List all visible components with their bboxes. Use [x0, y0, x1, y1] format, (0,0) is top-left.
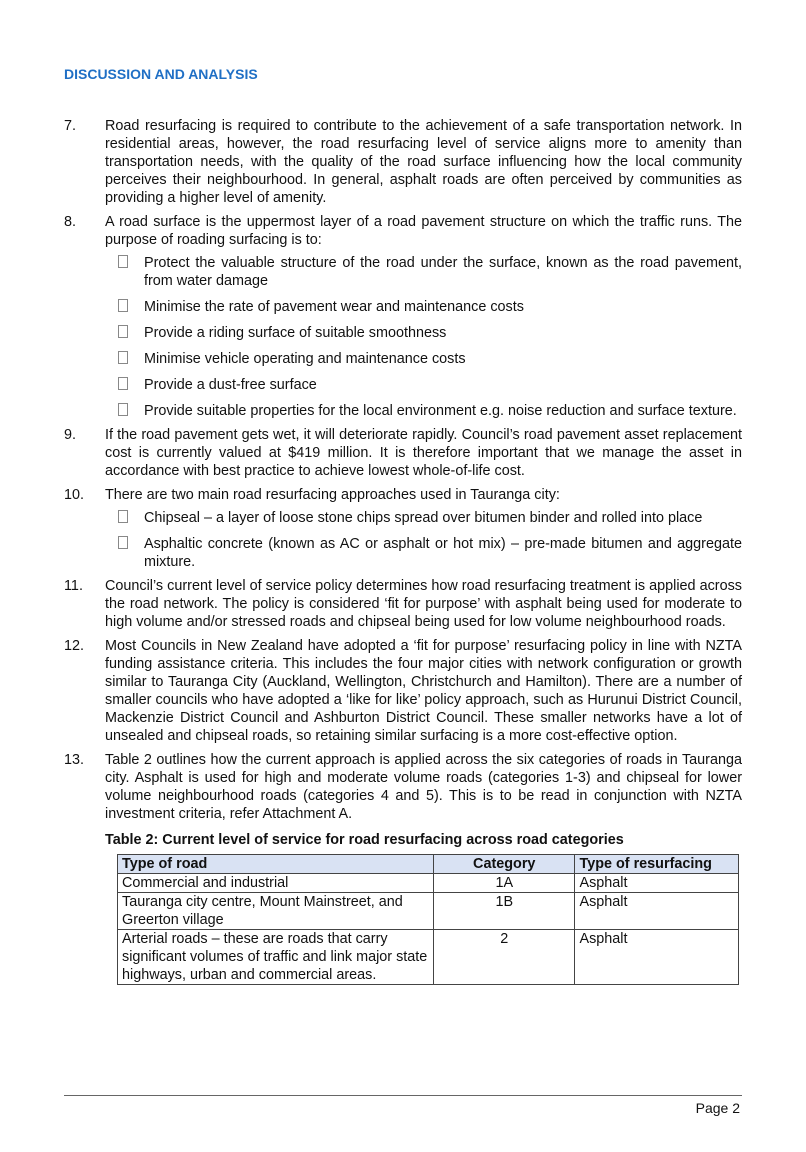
paragraph-text: Most Councils in New Zealand have adopted a ‘fit for purpose’ resurfacing policy in line with NZTA funding assistance criteria. This includes the four major cities with network configuration or growth similar to Tauranga City (Auckland, Wellington, Christchurch and Hamilton). There are a number of smaller councils who have adopted a ‘like for like’ policy approach, such as Hurunui District Council, Mackenzie District Council and Ashburton District Council. These smaller networks have a lot of unsealed and chipseal roads, so retaining similar surfacing is a more cost-effective option. [105, 638, 742, 744]
paragraph-number: 13. [64, 752, 85, 768]
paragraph-7 [64, 117, 742, 207]
bullet-icon [105, 509, 144, 527]
column-header: Type of road [118, 855, 434, 874]
paragraph-number: 9. [64, 427, 77, 443]
paragraph-10 [64, 486, 742, 571]
table-cell: Asphalt [575, 893, 739, 930]
table-cell: 2 [434, 930, 575, 985]
column-header: Type of resurfacing [575, 855, 739, 874]
bullet-list [105, 254, 742, 420]
list-item: Provide a riding surface of suitable smoothness [105, 324, 742, 342]
table-row [118, 893, 739, 930]
document-body [64, 117, 742, 985]
table-cell: Tauranga city centre, Mount Mainstreet, and Greerton village [118, 893, 434, 930]
table-cell: 1B [434, 893, 575, 930]
bullet-icon [105, 376, 144, 394]
paragraph-number: 11. [64, 578, 83, 594]
paragraph-text: Council’s current level of service policy determines how road resurfacing treatment is applied across the road network. The policy is considered ‘fit for purpose’ with asphalt being used for moderate to high volume and/or stressed roads and chipseal being used for low volume neighbourhood roads. [105, 578, 742, 630]
paragraph-number: 12. [64, 638, 85, 654]
table-cell: 1A [434, 874, 575, 893]
bullet-icon [105, 254, 144, 290]
table-cell: Asphalt [575, 874, 739, 893]
bullet-icon [105, 324, 144, 342]
paragraph-12 [64, 637, 742, 745]
paragraph-8 [64, 213, 742, 420]
bullet-list [105, 509, 742, 571]
list-item: Asphaltic concrete (known as AC or asphalt or hot mix) – pre-made bitumen and aggregate mixture. [105, 535, 742, 571]
list-item: Chipseal – a layer of loose stone chips spread over bitumen binder and rolled into place [105, 509, 742, 527]
paragraph-13 [64, 751, 742, 823]
paragraph-number: 10. [64, 487, 85, 503]
list-item: Minimise the rate of pavement wear and maintenance costs [105, 298, 742, 316]
bullet-icon [105, 350, 144, 368]
table-header-row [118, 855, 739, 874]
table-row [118, 930, 739, 985]
paragraph-number: 7. [64, 118, 77, 134]
footer-divider [64, 1095, 742, 1096]
list-item: Minimise vehicle operating and maintenance costs [105, 350, 742, 368]
paragraph-9 [64, 426, 742, 480]
paragraph-text: There are two main road resurfacing approaches used in Tauranga city: [105, 487, 560, 503]
paragraph-text: A road surface is the uppermost layer of a road pavement structure on which the traffic runs. The purpose of roading surfacing is to: [105, 214, 742, 248]
bullet-icon [105, 402, 144, 420]
list-item: Protect the valuable structure of the road under the surface, known as the road pavement, from water damage [105, 254, 742, 290]
table-row [118, 874, 739, 893]
paragraph-number: 8. [64, 214, 77, 230]
bullet-icon [105, 535, 144, 571]
paragraph-text: Road resurfacing is required to contribute to the achievement of a safe transportation network. In residential areas, however, the road resurfacing level of service aligns more to amenity than transportation needs, with the quality of the road surface influencing how the local community perceives their neighbourhood. In general, asphalt roads are often perceived by communities as providing a higher level of amenity. [105, 118, 742, 206]
table-cell: Arterial roads – these are roads that carry significant volumes of traffic and link major state highways, urban and commercial areas. [118, 930, 434, 985]
table-cell: Asphalt [575, 930, 739, 985]
paragraph-11 [64, 577, 742, 631]
column-header: Category [434, 855, 575, 874]
page-number: Page 2 [695, 1100, 740, 1116]
paragraph-text: Table 2 outlines how the current approach is applied across the six categories of roads in Tauranga city. Asphalt is used for high and moderate volume roads (categories 1-3) and chipseal for lower volume neighbourhood roads (categories 4 and 5). This is to be read in conjunction with NZTA investment criteria, refer Attachment A. [105, 752, 742, 822]
road-category-table [117, 854, 739, 985]
table-cell: Commercial and industrial [118, 874, 434, 893]
list-item: Provide suitable properties for the local environment e.g. noise reduction and surface texture. [105, 402, 742, 420]
bullet-icon [105, 298, 144, 316]
section-heading: DISCUSSION AND ANALYSIS [64, 66, 258, 82]
paragraph-text: If the road pavement gets wet, it will deteriorate rapidly. Council’s road pavement asset replacement cost is currently valued at $419 million. It is therefore important that we manage the asset in accordance with best practice to achieve lowest whole-of-life cost. [105, 427, 742, 479]
table-caption: Table 2: Current level of service for road resurfacing across road categories [105, 832, 624, 848]
list-item: Provide a dust-free surface [105, 376, 742, 394]
